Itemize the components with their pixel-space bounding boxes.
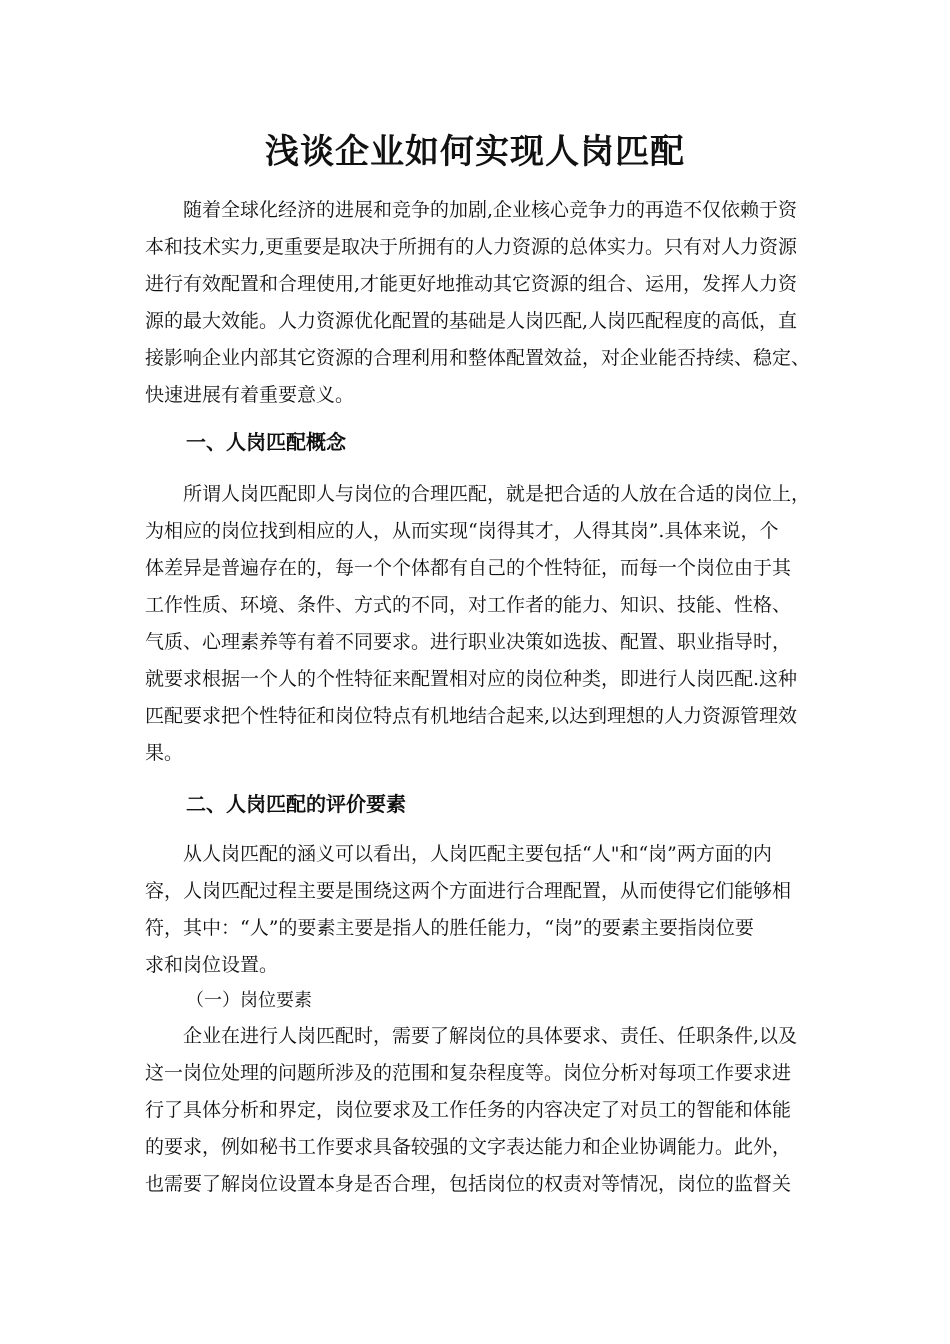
section2-paragraph xyxy=(145,836,823,984)
paragraph-line: 工作性质、环境、条件、方式的不同，对工作者的能力、知识、技能、性格、 xyxy=(145,594,792,616)
section-heading-2: 二、人岗匹配的评价要素 xyxy=(186,792,406,816)
paragraph-line: 气质、心理素养等有着不同要求。进行职业决策如选拔、配置、职业指导时， xyxy=(145,631,792,653)
paragraph-line: 的要求，例如秘书工作要求具备较强的文字表达能力和企业协调能力。此外， xyxy=(145,1136,792,1158)
paragraph-line: 容，人岗匹配过程主要是围绕这两个方面进行合理配置，从而使得它们能够相 xyxy=(145,880,792,902)
paragraph-line: 这一岗位处理的问题所涉及的范围和复杂程度等。岗位分析对每项工作要求进 xyxy=(145,1062,792,1084)
paragraph-line: 本和技术实力,更重要是取决于所拥有的人力资源的总体实力。只有对人力资源 xyxy=(145,236,798,258)
intro-paragraph xyxy=(145,192,823,414)
paragraph-line: 体差异是普遍存在的，每一个个体都有自己的个性特征，而每一个岗位由于其 xyxy=(145,557,792,579)
paragraph-line: 果。 xyxy=(145,742,184,764)
paragraph-line: 快速进展有着重要意义。 xyxy=(145,384,355,406)
paragraph-line: 符，其中：“人”的要素主要是指人的胜任能力，“岗”的要素主要指岗位要 xyxy=(145,917,754,939)
paragraph-line: 从人岗匹配的涵义可以看出，人岗匹配主要包括“人"和“岗”两方面的内 xyxy=(183,843,772,865)
paragraph-line: 行了具体分析和界定，岗位要求及工作任务的内容决定了对员工的智能和体能 xyxy=(145,1099,792,1121)
subsection-heading: （一）岗位要素 xyxy=(186,990,312,1011)
paragraph-line: 求和岗位设置。 xyxy=(145,954,279,976)
paragraph-line: 源的最大效能。人力资源优化配置的基础是人岗匹配,人岗匹配程度的高低，直 xyxy=(145,310,798,332)
paragraph-line: 就要求根据一个人的个性特征来配置相对应的岗位种类，即进行人岗匹配.这种 xyxy=(145,668,798,690)
paragraph-line: 接影响企业内部其它资源的合理利用和整体配置效益，对企业能否持续、稳定、 xyxy=(145,347,811,369)
document-title: 浅谈企业如何实现人岗匹配 xyxy=(265,132,685,172)
paragraph-line: 匹配要求把个性特征和岗位特点有机地结合起来,以达到理想的人力资源管理效 xyxy=(145,705,798,727)
paragraph-line: 所谓人岗匹配即人与岗位的合理匹配，就是把合适的人放在合适的岗位上， xyxy=(183,483,811,505)
subsection-paragraph xyxy=(145,1018,823,1203)
paragraph-line: 也需要了解岗位设置本身是否合理，包括岗位的权责对等情况，岗位的监督关 xyxy=(145,1173,792,1195)
paragraph-line: 为相应的岗位找到相应的人，从而实现“岗得其才，人得其岗”.具体来说，个 xyxy=(145,520,779,542)
paragraph-line: 企业在进行人岗匹配时，需要了解岗位的具体要求、责任、任职条件,以及 xyxy=(183,1025,798,1047)
paragraph-line: 进行有效配置和合理使用,才能更好地推动其它资源的组合、运用，发挥人力资 xyxy=(145,273,798,295)
section1-paragraph xyxy=(145,476,823,772)
paragraph-line: 随着全球化经济的进展和竞争的加剧,企业核心竞争力的再造不仅依赖于资 xyxy=(183,199,798,221)
section-heading-1: 一、人岗匹配概念 xyxy=(186,430,346,454)
